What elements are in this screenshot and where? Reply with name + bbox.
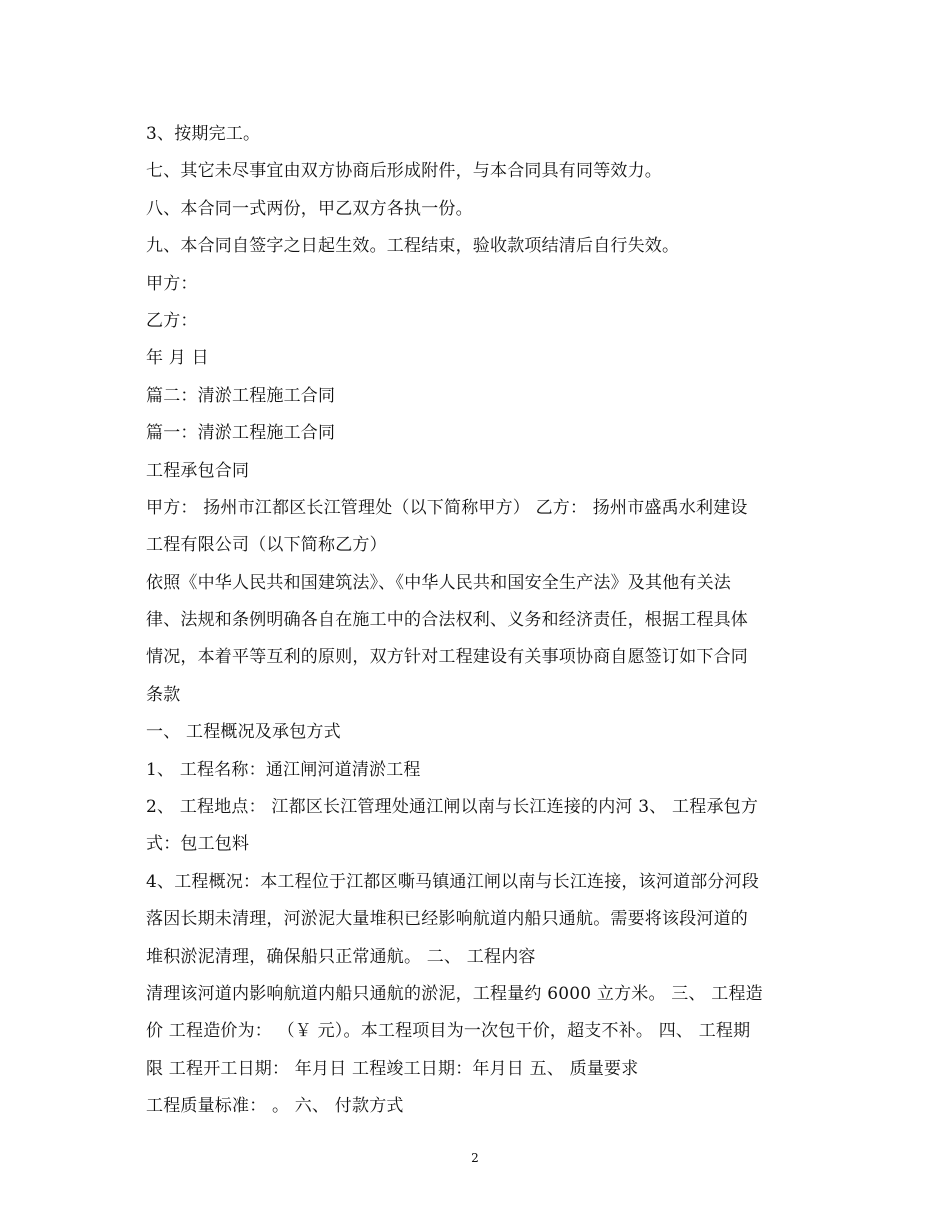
text-line: 工程有限公司（以下简称乙方） xyxy=(146,535,387,556)
document-body xyxy=(146,116,814,1126)
text-line: 九、本合同自签字之日起生效。工程结束，验收款项结清后自行失效。 xyxy=(146,236,680,257)
text-line: 工程承包合同 xyxy=(146,460,250,481)
text-line: 价 工程造价为： （￥ 元）。本工程项目为一次包干价，超支不补。 四、 工程期 xyxy=(146,1021,751,1042)
text-line: 4、工程概况：本工程位于江都区嘶马镇通江闸以南与长江连接，该河道部分河段 xyxy=(146,871,760,892)
text-line: 依照《中华人民共和国建筑法》、《中华人民共和国安全生产法》及其他有关法 xyxy=(146,572,731,593)
text-line: 七、其它未尽事宜由双方协商后形成附件，与本合同具有同等效力。 xyxy=(146,161,662,182)
text-line: 工程质量标准： 。 六、 付款方式 xyxy=(146,1096,404,1117)
text-line: 堆积淤泥清理，确保船只正常通航。 二、 工程内容 xyxy=(146,946,536,967)
text-line: 甲方： xyxy=(146,273,198,294)
text-line: 3、按期完工。 xyxy=(146,124,261,144)
text-line: 乙方： xyxy=(146,310,198,331)
text-line: 年 月 日 xyxy=(146,348,209,369)
page-number: 2 xyxy=(471,1151,479,1165)
text-line: 甲方： 扬州市江都区长江管理处（以下简称甲方） 乙方： 扬州市盛禹水利建设 xyxy=(146,497,748,518)
text-line: 落因长期未清理，河淤泥大量堆积已经影响航道内船只通航。需要将该段河道的 xyxy=(146,909,748,930)
text-line: 篇二：清淤工程施工合同 xyxy=(146,385,336,406)
text-line: 八、本合同一式两份，甲乙双方各执一份。 xyxy=(146,198,473,219)
text-line: 一、 工程概况及承包方式 xyxy=(146,722,341,743)
text-line: 1、 工程名称：通江闸河道清淤工程 xyxy=(146,759,421,780)
text-line: 式：包工包料 xyxy=(146,834,250,855)
text-line: 清理该河道内影响航道内船只通航的淤泥，工程量约 6000 立方米。 三、 工程造 xyxy=(146,983,763,1004)
text-line: 2、 工程地点： 江都区长江管理处通江闸以南与长江连接的内河 3、 工程承包方 xyxy=(146,797,759,818)
text-line: 情况，本着平等互利的原则，双方针对工程建设有关事项协商自愿签订如下合同 xyxy=(146,647,748,668)
text-line: 律、法规和条例明确各自在施工中的合法权利、义务和经济责任，根据工程具体 xyxy=(146,610,748,631)
text-line: 限 工程开工日期： 年月日 工程竣工日期：年月日 五、 质量要求 xyxy=(146,1058,639,1079)
text-line: 篇一：清淤工程施工合同 xyxy=(146,423,336,444)
text-line: 条款 xyxy=(146,684,181,705)
